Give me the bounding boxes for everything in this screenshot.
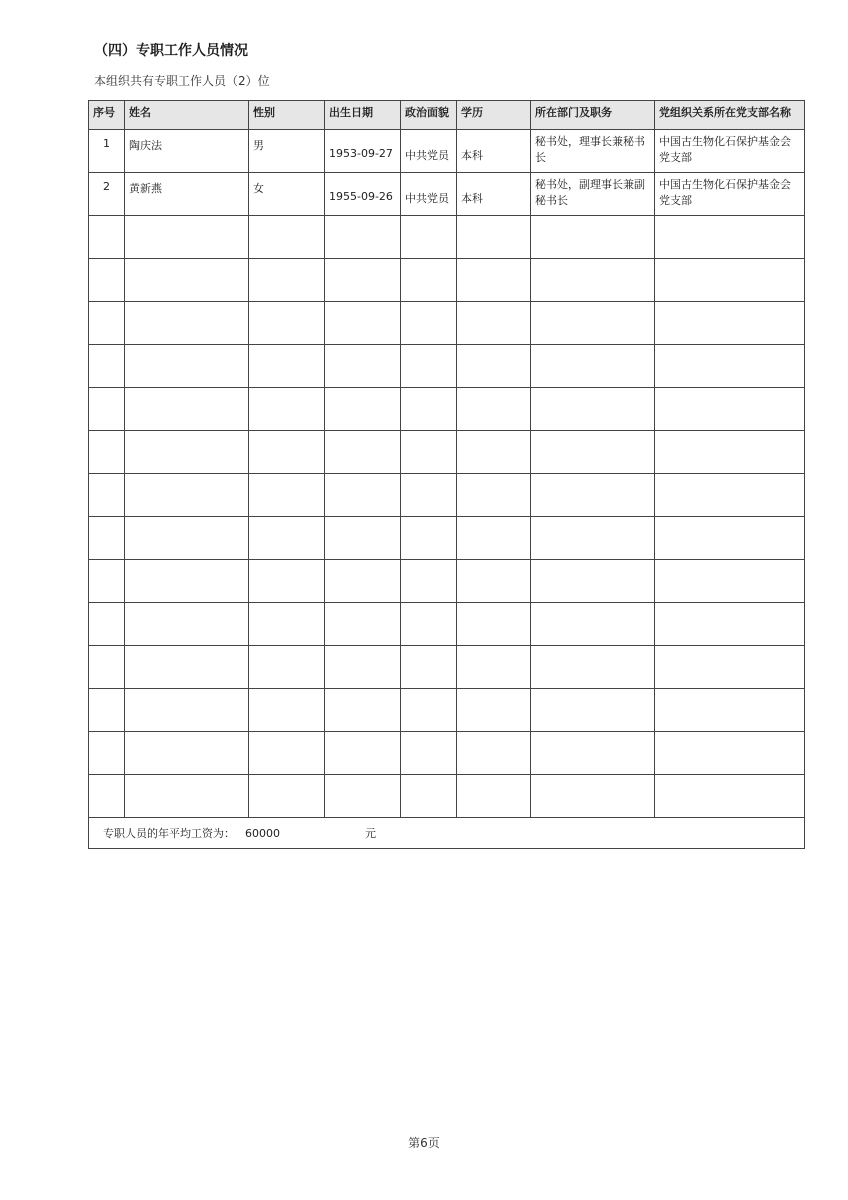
cell-political-status xyxy=(401,775,457,818)
cell-political-status xyxy=(401,517,457,560)
cell-index xyxy=(89,474,125,517)
cell-birthdate xyxy=(325,775,401,818)
cell-index xyxy=(89,646,125,689)
cell-department-position xyxy=(531,689,655,732)
cell-gender xyxy=(249,474,325,517)
column-header-political-status: 政治面貌 xyxy=(401,101,457,130)
cell-name xyxy=(125,345,249,388)
cell-political-status xyxy=(401,345,457,388)
cell-birthdate: 1953-09-27 xyxy=(325,130,401,173)
cell-index xyxy=(89,732,125,775)
cell-political-status xyxy=(401,474,457,517)
cell-education xyxy=(457,732,531,775)
cell-gender xyxy=(249,345,325,388)
cell-name xyxy=(125,431,249,474)
cell-index xyxy=(89,560,125,603)
cell-party-branch xyxy=(655,474,805,517)
average-wage-row xyxy=(89,818,805,849)
cell-name xyxy=(125,646,249,689)
table-row xyxy=(89,775,805,818)
cell-political-status: 中共党员 xyxy=(401,173,457,216)
cell-index xyxy=(89,259,125,302)
cell-name xyxy=(125,517,249,560)
cell-gender xyxy=(249,646,325,689)
page-number: 第6页 xyxy=(408,1136,440,1150)
cell-birthdate xyxy=(325,345,401,388)
cell-index xyxy=(89,517,125,560)
table-row xyxy=(89,603,805,646)
table-row xyxy=(89,345,805,388)
cell-political-status xyxy=(401,689,457,732)
cell-party-branch xyxy=(655,388,805,431)
cell-birthdate xyxy=(325,474,401,517)
cell-party-branch xyxy=(655,259,805,302)
cell-birthdate xyxy=(325,517,401,560)
cell-name: 黄新燕 xyxy=(125,173,249,216)
table-row xyxy=(89,130,805,173)
cell-index xyxy=(89,216,125,259)
cell-department-position xyxy=(531,603,655,646)
table-row xyxy=(89,259,805,302)
cell-gender xyxy=(249,302,325,345)
cell-political-status: 中共党员 xyxy=(401,130,457,173)
cell-political-status xyxy=(401,388,457,431)
cell-gender xyxy=(249,216,325,259)
cell-political-status xyxy=(401,560,457,603)
cell-education xyxy=(457,560,531,603)
cell-education: 本科 xyxy=(457,130,531,173)
column-header-education: 学历 xyxy=(457,101,531,130)
staff-count-summary: 本组织共有专职工作人员（2）位 xyxy=(94,74,270,88)
column-header-name: 姓名 xyxy=(125,101,249,130)
cell-gender xyxy=(249,603,325,646)
cell-party-branch xyxy=(655,732,805,775)
cell-department-position xyxy=(531,259,655,302)
cell-party-branch xyxy=(655,560,805,603)
cell-political-status xyxy=(401,603,457,646)
cell-name: 陶庆法 xyxy=(125,130,249,173)
cell-department-position xyxy=(531,646,655,689)
cell-education xyxy=(457,345,531,388)
cell-name xyxy=(125,775,249,818)
cell-name xyxy=(125,603,249,646)
cell-political-status xyxy=(401,302,457,345)
cell-party-branch xyxy=(655,775,805,818)
staff-table-body xyxy=(89,130,805,818)
table-row xyxy=(89,431,805,474)
cell-gender xyxy=(249,689,325,732)
table-header-row xyxy=(89,101,805,130)
cell-education xyxy=(457,431,531,474)
cell-birthdate xyxy=(325,646,401,689)
cell-department-position xyxy=(531,474,655,517)
cell-department-position xyxy=(531,345,655,388)
cell-party-branch xyxy=(655,603,805,646)
cell-party-branch: 中国古生物化石保护基金会党支部 xyxy=(655,130,805,173)
table-row xyxy=(89,474,805,517)
cell-party-branch: 中国古生物化石保护基金会党支部 xyxy=(655,173,805,216)
cell-gender xyxy=(249,560,325,603)
column-header-gender: 性别 xyxy=(249,101,325,130)
table-row xyxy=(89,388,805,431)
cell-party-branch xyxy=(655,431,805,474)
staff-table xyxy=(88,100,805,849)
cell-gender xyxy=(249,775,325,818)
cell-index xyxy=(89,603,125,646)
table-row xyxy=(89,302,805,345)
cell-department-position xyxy=(531,216,655,259)
cell-name xyxy=(125,216,249,259)
cell-birthdate xyxy=(325,302,401,345)
cell-index xyxy=(89,302,125,345)
cell-education xyxy=(457,216,531,259)
table-row xyxy=(89,732,805,775)
cell-education: 本科 xyxy=(457,173,531,216)
cell-education xyxy=(457,259,531,302)
cell-department-position: 秘书处，副理事长兼副秘书长 xyxy=(531,173,655,216)
column-header-department-position: 所在部门及职务 xyxy=(531,101,655,130)
cell-political-status xyxy=(401,216,457,259)
cell-birthdate xyxy=(325,560,401,603)
cell-index xyxy=(89,689,125,732)
cell-department-position xyxy=(531,431,655,474)
cell-party-branch xyxy=(655,646,805,689)
table-row xyxy=(89,689,805,732)
cell-birthdate xyxy=(325,388,401,431)
cell-department-position xyxy=(531,732,655,775)
cell-name xyxy=(125,732,249,775)
cell-index: 2 xyxy=(89,173,125,216)
table-row xyxy=(89,517,805,560)
column-header-birthdate: 出生日期 xyxy=(325,101,401,130)
column-header-index: 序号 xyxy=(89,101,125,130)
cell-index: 1 xyxy=(89,130,125,173)
cell-index xyxy=(89,431,125,474)
cell-gender: 男 xyxy=(249,130,325,173)
average-wage-label: 专职人员的年平均工资为： xyxy=(103,827,235,840)
cell-political-status xyxy=(401,732,457,775)
cell-education xyxy=(457,474,531,517)
cell-department-position: 秘书处，理事长兼秘书长 xyxy=(531,130,655,173)
cell-gender xyxy=(249,732,325,775)
cell-name xyxy=(125,302,249,345)
cell-birthdate xyxy=(325,259,401,302)
section-title: （四）专职工作人员情况 xyxy=(94,43,248,59)
cell-education xyxy=(457,646,531,689)
cell-party-branch xyxy=(655,345,805,388)
cell-birthdate: 1955-09-26 xyxy=(325,173,401,216)
cell-political-status xyxy=(401,259,457,302)
cell-name xyxy=(125,259,249,302)
cell-party-branch xyxy=(655,517,805,560)
cell-gender xyxy=(249,259,325,302)
cell-index xyxy=(89,775,125,818)
cell-name xyxy=(125,689,249,732)
cell-department-position xyxy=(531,302,655,345)
cell-party-branch xyxy=(655,302,805,345)
table-row xyxy=(89,173,805,216)
cell-birthdate xyxy=(325,689,401,732)
table-row xyxy=(89,560,805,603)
cell-department-position xyxy=(531,560,655,603)
cell-education xyxy=(457,388,531,431)
average-wage-cell xyxy=(89,818,805,849)
cell-education xyxy=(457,517,531,560)
average-wage-value: 60000 xyxy=(245,827,280,840)
cell-birthdate xyxy=(325,603,401,646)
table-row xyxy=(89,216,805,259)
cell-political-status xyxy=(401,646,457,689)
cell-index xyxy=(89,388,125,431)
cell-name xyxy=(125,388,249,431)
cell-gender: 女 xyxy=(249,173,325,216)
cell-education xyxy=(457,603,531,646)
cell-party-branch xyxy=(655,689,805,732)
cell-birthdate xyxy=(325,216,401,259)
cell-name xyxy=(125,560,249,603)
cell-index xyxy=(89,345,125,388)
cell-name xyxy=(125,474,249,517)
cell-department-position xyxy=(531,388,655,431)
cell-gender xyxy=(249,517,325,560)
cell-department-position xyxy=(531,775,655,818)
cell-party-branch xyxy=(655,216,805,259)
table-row xyxy=(89,646,805,689)
cell-birthdate xyxy=(325,732,401,775)
cell-gender xyxy=(249,431,325,474)
cell-education xyxy=(457,689,531,732)
column-header-party-branch: 党组织关系所在党支部名称 xyxy=(655,101,805,130)
average-wage-unit: 元 xyxy=(365,827,376,840)
cell-education xyxy=(457,302,531,345)
cell-political-status xyxy=(401,431,457,474)
cell-birthdate xyxy=(325,431,401,474)
cell-education xyxy=(457,775,531,818)
cell-department-position xyxy=(531,517,655,560)
cell-gender xyxy=(249,388,325,431)
